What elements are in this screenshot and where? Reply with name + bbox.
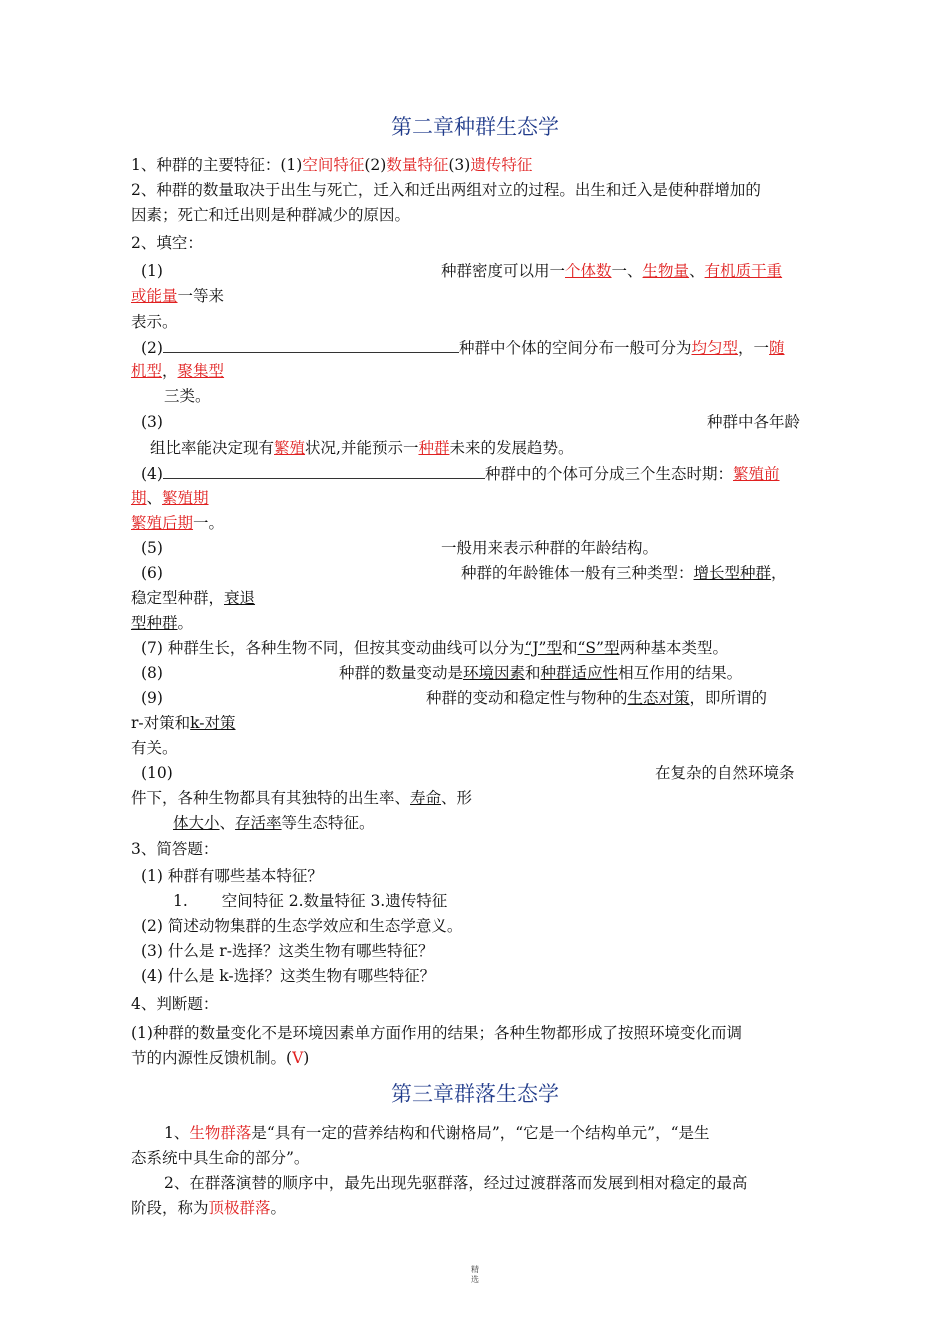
ch3-paragraph-1-line-2: 态系统中具生命的部分”。 [131,1149,310,1167]
text: 种群的年龄锥体一般有三种类型： [461,564,694,582]
answer-red: 均匀型 [691,339,738,357]
fill-4-line-1 [141,463,780,484]
fill-8-text [339,663,742,683]
text: 种群密度可以用一 [441,262,566,280]
blank-line [163,337,459,353]
fill-7 [141,638,728,658]
question-1-answer [173,891,447,911]
answer-red: 随 [769,339,785,357]
fill-1-line-1 [441,261,782,281]
question-2: (2) 简述动物集群的生态学效应和生态学意义。 [141,917,463,935]
text: 稳定型种群， [131,589,225,607]
judgement-1-line-2 [131,1048,309,1068]
answer-underlined: “J”型 [524,639,562,657]
text: 一。 [193,514,225,532]
fill-10-line-3 [173,813,375,833]
blank-line [163,463,485,479]
text: 一、 [611,262,643,280]
fill-6-line-1 [461,563,787,583]
fill-10-line-1: 在复杂的自然环境条 [655,764,795,782]
answer-red: 顶极群落 [208,1199,271,1217]
answer-underlined: 环境因素 [463,664,526,682]
text: 、 [219,814,236,832]
text: ) [303,1049,310,1067]
answer-red: 期 [131,489,147,507]
answer-underlined: 种群适应性 [540,664,619,682]
answer-underlined: 寿命 [410,789,442,807]
text: 相互作用的结果。 [618,664,743,682]
text: 。 [177,614,194,632]
fill-10-number: (10) [141,764,173,782]
fill-6-number: (6) [141,564,163,582]
answer-red: 种群 [418,439,450,457]
fill-1-number: (1) [141,262,163,280]
text: 件下，各种生物都具有其独特的出生率、 [131,789,411,807]
question-1: (1) 种群有哪些基本特征？ [141,867,323,885]
footer-line-1: 精 [471,1265,479,1274]
item-number: 2 [131,181,141,199]
fill-2-line-3: 三类。 [164,387,211,405]
answer-red: V [292,1049,304,1067]
text: 空间特征 2.数量特征 3.遗传特征 [221,892,448,910]
fill-4-line-2 [131,488,209,508]
footer-line-2: 选 [471,1275,479,1284]
text: ， [771,564,787,582]
text: (2) [364,156,387,174]
text: 、种群的主要特征：(1) [140,156,303,174]
fill-9-line-2 [131,713,236,733]
fill-10-line-2 [131,788,472,808]
fill-4-line-3 [131,513,224,533]
text: 。 [270,1199,287,1217]
text: 、种群的数量取决于出生与死亡，迁入和迁出两组对立的过程。出生和迁入是使种群增加的 [140,181,761,199]
short-answer-heading: 3、简答题： [131,840,219,858]
text: ，一 [738,339,770,357]
text: r-对策和 [131,714,191,732]
fill-6-line-3 [131,613,193,633]
fill-2-line-2 [131,361,224,381]
fill-5-number: (5) [141,539,163,557]
ch3-paragraph-2-line-2 [131,1198,286,1218]
fill-9-line-3: 有关。 [131,739,178,757]
text: (3) [448,156,471,174]
text: ， [162,362,178,380]
question-4: (4) 什么是 k-选择？这类生物有哪些特征？ [141,967,436,985]
text: 状况,并能预示一 [305,439,419,457]
answer-underlined: “S”型 [577,639,620,657]
answer-underlined: k-对策 [190,714,236,732]
ch3-paragraph-2-line-1: 2、在群落演替的顺序中，最先出现先驱群落，经过过渡群落而发展到相对稳定的最高 [164,1174,748,1192]
text: ，即所谓的 [689,689,768,707]
text: 节的内源性反馈机制。( [131,1049,293,1067]
fill-in-heading: 2、填空： [131,234,203,252]
text: 种群中个体的空间分布一般可分为 [458,339,692,357]
answer-underlined: 增长型种群 [693,564,772,582]
text: 组比率能决定现有 [150,439,275,457]
fill-3-line-1: 种群中各年龄 [707,413,801,431]
list-number: 1. [173,892,188,910]
text: 和 [525,664,541,682]
fill-2-line-1 [141,337,785,358]
fill-1-line-3: 表示。 [131,313,178,331]
answer-underlined: 衰退 [224,589,256,607]
text: 阶段，称为 [131,1199,209,1217]
paragraph-2-line-1 [131,180,761,200]
judgement-heading: 4、判断题： [131,995,219,1013]
text: 是“具有一定的营养结构和代谢格局”，“它是一个结构单元”，“是生 [251,1124,710,1142]
text: 、 [689,262,705,280]
text: 未来的发展趋势。 [449,439,574,457]
chapter-2-title: 第二章种群生态学 [391,115,559,139]
fill-9-line-1 [426,688,767,708]
fill-1-line-2 [131,286,224,306]
number: (2) [141,339,163,357]
answer-red: 有机质干重 [704,262,783,280]
answer-red: 遗传特征 [470,156,533,174]
text: 种群中的个体可分成三个生态时期： [484,465,733,483]
text: 两种基本类型。 [619,639,728,657]
fill-3-line-2 [150,438,574,458]
text: 、 [146,489,163,507]
answer-red: 生物群落 [189,1124,252,1142]
answer-red: 繁殖 [274,439,306,457]
text: 种群的数量变动是 [339,664,464,682]
answer-underlined: 存活率 [235,814,282,832]
fill-5-text: 一般用来表示种群的年龄结构。 [441,539,659,557]
answer-underlined: 体大小 [173,814,220,832]
answer-red: 空间特征 [302,156,365,174]
text: 、形 [441,789,473,807]
answer-red: 繁殖期 [162,489,209,507]
question-3: (3) 什么是 r-选择？这类生物有哪些特征？ [141,942,434,960]
item-number: 1 [131,156,141,174]
fill-9-number: (9) [141,689,163,707]
text: 种群生长，各种生物不同，但按其变动曲线可以分为 [167,639,525,657]
fill-6-line-2 [131,588,255,608]
fill-3-number: (3) [141,413,163,431]
chapter-3-title: 第三章群落生态学 [391,1082,559,1106]
item-number: 1、 [164,1124,190,1142]
text: 等生态特征。 [281,814,375,832]
ch3-paragraph-1-line-1 [164,1123,710,1143]
answer-red: 或能量 [131,287,178,305]
answer-red: 繁殖后期 [131,514,194,532]
answer-underlined: 生态对策 [627,689,690,707]
text: 一等来 [177,287,225,305]
text: 种群的变动和稳定性与物种的 [426,689,628,707]
answer-red: 聚集型 [177,362,225,380]
paragraph-2-line-2: 因素；死亡和迁出则是种群减少的原因。 [131,206,411,224]
number: (4) [141,465,163,483]
number: (7) [141,639,163,657]
answer-red: 生物量 [642,262,690,280]
judgement-1-line-1: (1)种群的数量变化不是环境因素单方面作用的结果；各种生物都形成了按照环境变化而调 [131,1024,742,1042]
answer-red: 繁殖前 [732,465,780,483]
fill-8-number: (8) [141,664,163,682]
text: 和 [561,639,578,657]
answer-underlined: 型种群 [131,614,178,632]
answer-red: 数量特征 [386,156,449,174]
paragraph-1 [131,155,532,175]
answer-red: 机型 [131,362,163,380]
footer-mark [0,1265,950,1285]
answer-red: 个体数 [565,262,612,280]
